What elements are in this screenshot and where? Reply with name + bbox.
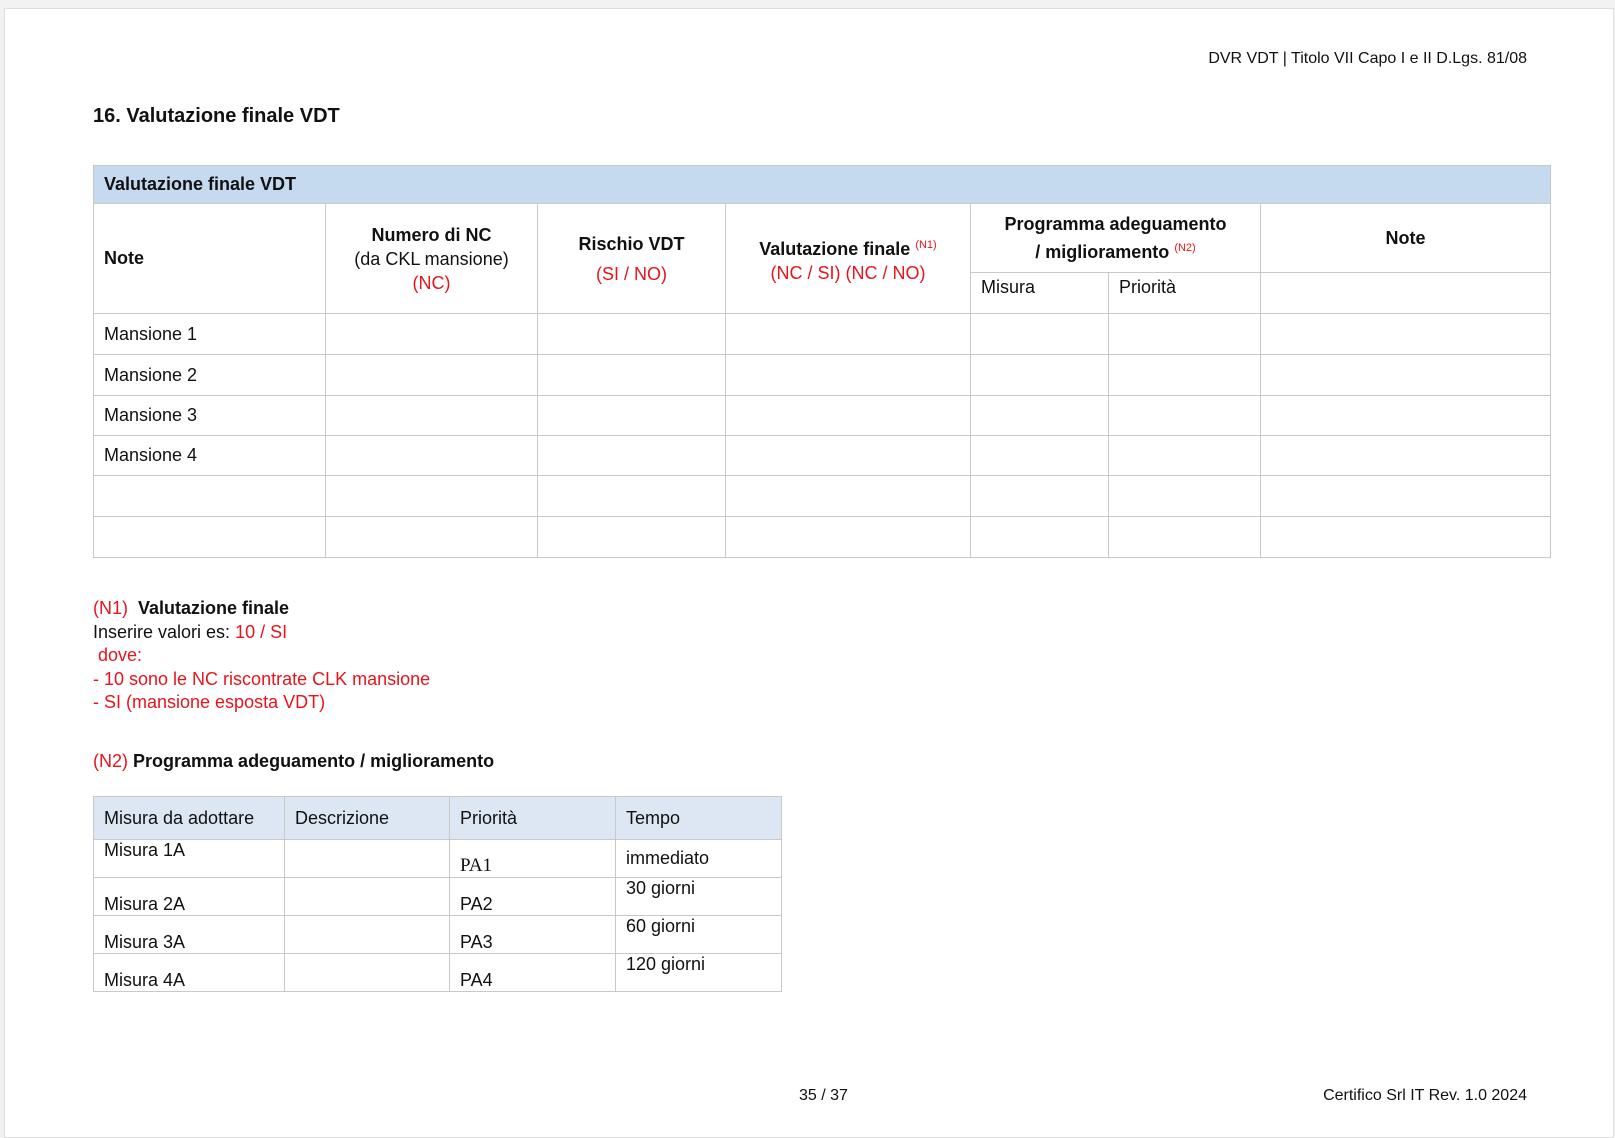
table-row: Misura 4A PA4 120 giorni [94, 954, 782, 992]
note-n2-heading: (N2) Programma adeguamento / miglioramento [93, 751, 495, 771]
measures-table [93, 796, 782, 992]
col-header-programma: Programma adeguamento / miglioramento $^{(N2)}$ [971, 204, 1261, 273]
footer-company: Certifico Srl IT Rev. 1.0 2024 [1323, 1087, 1527, 1104]
col-header-note: Note [94, 204, 326, 314]
running-header: DVR VDT | Titolo VII Capo I e II D.Lgs. 81/08 [1208, 50, 1527, 67]
note-n1: (N1) Valutazione finale Inserire valori es: 10 / SI dove: - 10 sono le NC riscontrate CLK mansione - SI (mansione esposta VDT) [93, 598, 431, 712]
page-number: 35 / 37 [799, 1087, 848, 1104]
col-header-rischio: Rischio VDT (SI / NO) [538, 204, 726, 314]
table-row: Mansione 4 [94, 436, 1551, 476]
measures-header-row: Misura da adottare Descrizione Priorità Tempo [94, 797, 782, 840]
table-row [94, 476, 1551, 517]
table-row: Misura 3A PA3 60 giorni [94, 916, 782, 954]
section-title: 16. Valutazione finale VDT [93, 105, 340, 127]
table-row [94, 517, 1551, 558]
col-header-note-2: Note [1261, 204, 1551, 273]
sub-header-misura: Misura [971, 273, 1109, 314]
table-band-title: Valutazione finale VDT [94, 166, 1551, 204]
table-row: Mansione 2 [94, 355, 1551, 396]
table-row: Misura 1A PA1 immediato [94, 840, 782, 878]
table-row: Misura 2A PA2 30 giorni [94, 878, 782, 916]
table-row: Mansione 1 [94, 314, 1551, 355]
table-row: Mansione 3 [94, 396, 1551, 436]
col-header-valutazione: Valutazione finale $^{(N1)}$ (NC / SI) (NC / NO) [726, 204, 971, 314]
col-header-nc: Numero di NC (da CKL mansione) (NC) [326, 204, 538, 314]
sub-header-priorita: Priorità [1109, 273, 1261, 314]
final-evaluation-table [93, 165, 1551, 558]
